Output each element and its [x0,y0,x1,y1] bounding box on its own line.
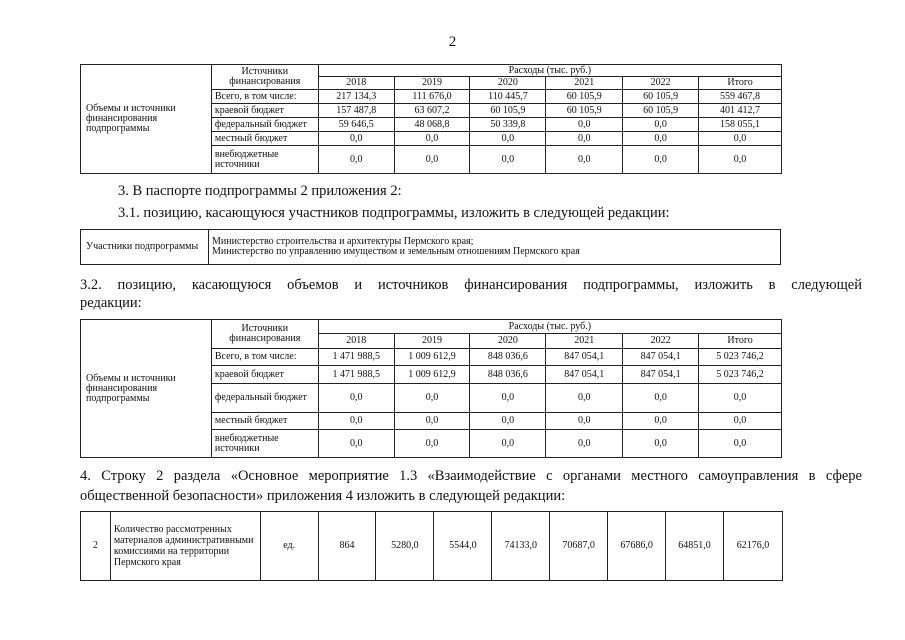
cell-value: 5544,0 [434,512,492,581]
paragraph-3-2-cont: редакции: [80,295,142,311]
cell-value: 0,0 [546,430,623,458]
cell-value: 847 054,1 [623,348,699,366]
participants-label: Участники подпрограммы [81,230,209,265]
cell-value: 0,0 [470,132,546,146]
cell-value: 0,0 [699,132,782,146]
cell-value: 1 009 612,9 [394,366,470,384]
indicator-table [80,511,783,581]
source-name: внебюджетные источники [211,430,318,458]
participants-line-1: Министерство строительства и архитектуры Пермского края; [209,230,781,248]
cell-value: 1 471 988,5 [318,348,394,366]
cell-value: 70687,0 [550,512,608,581]
cell-value: 0,0 [318,383,394,412]
cell-value: 0,0 [546,146,623,174]
cell-value: 111 676,0 [394,90,470,104]
cell-value: 0,0 [623,412,699,430]
cell-value: 60 105,9 [546,104,623,118]
cell-value: 5280,0 [376,512,434,581]
source-name: Всего, в том числе: [211,348,318,366]
cell-value: 847 054,1 [546,366,623,384]
cell-value: 63 607,2 [394,104,470,118]
table2-year: 2022 [623,334,699,348]
table1-year: Итого [699,77,782,90]
table2-year: Итого [699,334,782,348]
participants-table [80,229,781,265]
cell-value: 0,0 [394,383,470,412]
unit: ед. [260,512,318,581]
source-name: федеральный бюджет [211,383,318,412]
cell-value: 0,0 [699,430,782,458]
cell-value: 0,0 [394,132,470,146]
row-number: 2 [81,512,111,581]
cell-value: 0,0 [546,132,623,146]
cell-value: 1 471 988,5 [318,366,394,384]
paragraph-4-cont: общественной безопасности» приложения 4 изложить в следующей редакции: [80,488,566,504]
table1-expenses-header: Расходы (тыс. руб.) [318,65,781,77]
cell-value: 60 105,9 [546,90,623,104]
cell-value: 559 467,8 [699,90,782,104]
cell-value: 158 055,1 [699,118,782,132]
cell-value: 0,0 [623,383,699,412]
cell-value: 847 054,1 [546,348,623,366]
source-name: внебюджетные источники [211,146,318,174]
cell-value: 0,0 [470,146,546,174]
cell-value: 0,0 [623,132,699,146]
cell-value: 0,0 [394,430,470,458]
participants-line-2: Министерство по управлению имуществом и земельным отношениям Пермского края [209,247,781,265]
paragraph-3-2: 3.2. позицию, касающуюся объемов и источников финансирования подпрограммы, изложить в следующей [80,277,862,293]
cell-value: 0,0 [318,132,394,146]
cell-value: 0,0 [470,383,546,412]
source-name: краевой бюджет [211,104,318,118]
indicator-name: Количество рассмотренных материалов административными комиссиями на территории Пермского края [110,512,260,581]
cell-value: 67686,0 [608,512,666,581]
cell-value: 848 036,6 [470,366,546,384]
cell-value: 59 646,5 [318,118,394,132]
cell-value: 50 339,8 [470,118,546,132]
cell-value: 847 054,1 [623,366,699,384]
paragraph-4: 4. Строку 2 раздела «Основное мероприятие 1.3 «Взаимодействие с органами местного самоуправления в сфере [80,468,862,484]
cell-value: 62176,0 [723,512,782,581]
table1-year: 2021 [546,77,623,90]
table2-year: 2019 [394,334,470,348]
cell-value: 0,0 [623,118,699,132]
financing-table-1 [80,64,782,174]
cell-value: 0,0 [394,146,470,174]
cell-value: 60 105,9 [623,90,699,104]
page-number: 2 [448,34,457,50]
cell-value: 0,0 [623,146,699,174]
cell-value: 0,0 [699,146,782,174]
table2-sources-header: Источники финансирования [211,320,318,349]
table1-label: Объемы и источники финансирования подпрограммы [81,65,212,174]
table1-year: 2018 [318,77,394,90]
cell-value: 64851,0 [666,512,724,581]
cell-value: 0,0 [546,412,623,430]
cell-value: 0,0 [699,412,782,430]
cell-value: 60 105,9 [623,104,699,118]
cell-value: 0,0 [546,383,623,412]
source-name: краевой бюджет [211,366,318,384]
cell-value: 217 134,3 [318,90,394,104]
table1-sources-header: Источники финансирования [211,65,318,90]
source-name: местный бюджет [211,132,318,146]
cell-value: 401 412,7 [699,104,782,118]
table1-year: 2022 [623,77,699,90]
financing-table-2 [80,319,782,458]
cell-value: 5 023 746,2 [699,348,782,366]
cell-value: 0,0 [470,412,546,430]
cell-value: 0,0 [470,430,546,458]
source-name: местный бюджет [211,412,318,430]
table2-year: 2021 [546,334,623,348]
cell-value: 848 036,6 [470,348,546,366]
cell-value: 48 068,8 [394,118,470,132]
table2-label: Объемы и источники финансирования подпрограммы [81,320,212,458]
source-name: федеральный бюджет [211,118,318,132]
table-row [81,512,783,581]
cell-value: 60 105,9 [470,104,546,118]
cell-value: 110 445,7 [470,90,546,104]
cell-value: 0,0 [623,430,699,458]
table2-year: 2018 [318,334,394,348]
cell-value: 0,0 [699,383,782,412]
cell-value: 864 [318,512,376,581]
paragraph-3: 3. В паспорте подпрограммы 2 приложения 2: [118,183,402,199]
paragraph-3-1: 3.1. позицию, касающуюся участников подпрограммы, изложить в следующей редакции: [118,205,670,221]
cell-value: 0,0 [318,146,394,174]
cell-value: 74133,0 [492,512,550,581]
cell-value: 5 023 746,2 [699,366,782,384]
table2-year: 2020 [470,334,546,348]
cell-value: 1 009 612,9 [394,348,470,366]
table2-expenses-header: Расходы (тыс. руб.) [318,320,781,334]
table1-year: 2020 [470,77,546,90]
cell-value: 0,0 [546,118,623,132]
cell-value: 0,0 [318,430,394,458]
cell-value: 0,0 [318,412,394,430]
table1-year: 2019 [394,77,470,90]
cell-value: 0,0 [394,412,470,430]
source-name: Всего, в том числе: [211,90,318,104]
cell-value: 157 487,8 [318,104,394,118]
